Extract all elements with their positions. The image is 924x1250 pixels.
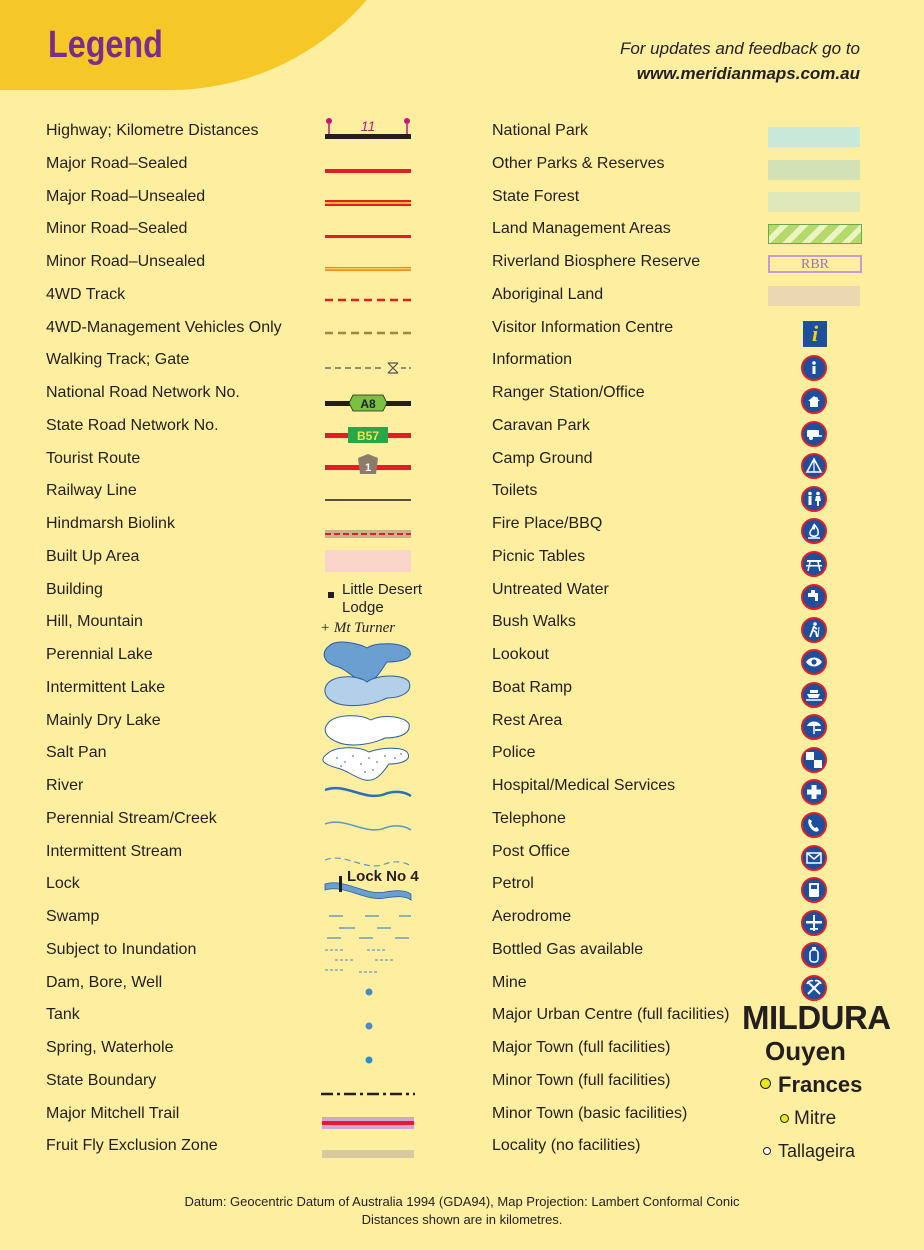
major-road-sealed-symbol xyxy=(325,169,411,173)
left-legend-label: Dam, Bore, Well xyxy=(46,973,163,991)
right-legend-label: Riverland Biosphere Reserve xyxy=(492,253,701,270)
spring-symbol xyxy=(366,1057,373,1064)
building-symbol xyxy=(328,592,334,598)
boat-icon xyxy=(801,682,827,708)
right-legend-label: Aboriginal Land xyxy=(492,285,604,303)
built-up-area-symbol xyxy=(325,550,411,572)
minor-town-full-sample: Frances xyxy=(778,1072,863,1097)
tap-icon xyxy=(801,584,827,610)
left-legend-label: Spring, Waterhole xyxy=(46,1039,174,1056)
right-legend-label: Visitor Information Centre xyxy=(492,318,674,336)
visitor-info-icon xyxy=(803,321,827,347)
dry-lake-symbol xyxy=(325,716,409,745)
other-parks-swatch xyxy=(768,160,860,180)
right-legend-label: State Forest xyxy=(492,187,580,205)
right-legend-label: Post Office xyxy=(492,842,570,860)
right-legend-label: Petrol xyxy=(492,875,534,893)
left-legend-label: Intermittent Stream xyxy=(46,842,183,860)
right-legend-label: Major Urban Centre (full facilities) xyxy=(492,1006,730,1024)
mail-icon xyxy=(801,845,827,871)
hill-label: + Mt Turner xyxy=(320,620,396,636)
state-forest-swatch xyxy=(768,192,860,212)
building-label-2: Lodge xyxy=(342,599,384,616)
right-legend-label: Rest Area xyxy=(492,711,563,729)
gas-bottle-icon xyxy=(801,942,827,968)
information-icon xyxy=(801,355,827,381)
minor-town-full-dot xyxy=(760,1078,771,1089)
aboriginal-land-swatch xyxy=(768,286,860,306)
left-legend-label: Lock xyxy=(46,875,80,893)
left-legend-label: Minor Road–Unsealed xyxy=(46,253,206,270)
picnic-table-icon xyxy=(801,551,827,577)
right-legend-label: Picnic Tables xyxy=(492,547,586,565)
hiker-icon xyxy=(801,617,827,643)
left-legend-label: Major Road–Unsealed xyxy=(46,187,206,205)
right-legend-label: Lookout xyxy=(492,646,549,663)
right-legend-label: Other Parks & Reserves xyxy=(492,154,665,172)
tourist-route-shield-label: 1 xyxy=(364,462,372,474)
major-town-sample: Ouyen xyxy=(765,1036,846,1066)
right-legend-label: Minor Town (basic facilities) xyxy=(492,1104,688,1122)
left-legend-label: Highway; Kilometre Distances xyxy=(46,122,259,139)
right-legend-label: Hospital/Medical Services xyxy=(492,777,676,794)
major-road-unsealed-symbol xyxy=(325,200,411,206)
national-route-shield-label: A8 xyxy=(360,397,376,411)
footer xyxy=(0,1193,924,1229)
right-legend-label: Major Town (full facilities) xyxy=(492,1039,671,1056)
updates-text: For updates and feedback go to xyxy=(619,39,860,58)
left-legend-label: Mainly Dry Lake xyxy=(46,711,161,729)
right-legend-label: Mine xyxy=(492,973,527,991)
plane-icon xyxy=(801,910,827,936)
locality-sample: Tallageira xyxy=(778,1141,856,1161)
right-legend-label: Land Management Areas xyxy=(492,220,671,238)
perennial-stream-symbol xyxy=(325,822,411,830)
datum-note: Datum: Geocentric Datum of Australia 1994 (GDA94), Map Projection: Lambert Conformal Conic xyxy=(184,1194,740,1209)
right-legend-label: Aerodrome xyxy=(492,908,572,925)
left-legend-label: Walking Track; Gate xyxy=(46,351,190,369)
minor-town-basic-sample: Mitre xyxy=(794,1108,837,1129)
right-legend-label: Minor Town (full facilities) xyxy=(492,1071,671,1089)
tent-icon xyxy=(801,453,827,479)
left-legend-label: 4WD Track xyxy=(46,285,126,303)
intermittent-stream-symbol xyxy=(325,858,411,866)
left-legend-label: 4WD-Management Vehicles Only xyxy=(46,318,282,336)
left-legend-label: Tourist Route xyxy=(46,449,141,467)
salt-pan-symbol xyxy=(323,748,409,781)
km-distance-label: 11 xyxy=(360,118,376,134)
national-park-swatch xyxy=(768,127,860,147)
updates-note xyxy=(620,36,860,86)
fuel-icon xyxy=(801,877,827,903)
major-urban-sample: MILDURA xyxy=(742,999,891,1036)
left-legend-label: Tank xyxy=(46,1006,80,1024)
left-legend-label: Railway Line xyxy=(46,482,137,500)
left-legend-label: Perennial Lake xyxy=(46,646,153,663)
swamp-symbol xyxy=(327,916,411,938)
left-legend-label: Major Road–Sealed xyxy=(46,154,188,172)
state-route-shield-label: B57 xyxy=(356,429,380,443)
left-legend-label: Intermittent Lake xyxy=(46,678,166,696)
left-legend-label: Built Up Area xyxy=(46,547,140,565)
eye-icon xyxy=(801,649,827,675)
minor-town-basic-dot xyxy=(780,1114,789,1123)
inundation-symbol xyxy=(325,950,395,972)
left-legend-label: Fruit Fly Exclusion Zone xyxy=(46,1137,218,1155)
tank-symbol xyxy=(366,1023,373,1030)
right-legend-label: Toilets xyxy=(492,482,538,500)
building-label-1: Little Desert xyxy=(342,581,423,598)
legend-title: Legend xyxy=(48,24,163,66)
left-legend-label: Hill, Mountain xyxy=(46,613,143,631)
right-legend-label: Telephone xyxy=(492,809,566,827)
right-legend-label: Caravan Park xyxy=(492,416,590,434)
fire-icon xyxy=(801,518,827,544)
locality-dot xyxy=(763,1147,771,1155)
right-legend-label: Information xyxy=(492,351,573,369)
left-legend-label: River xyxy=(46,777,84,794)
dam-bore-well-symbol xyxy=(366,989,373,996)
telephone-icon xyxy=(801,812,827,838)
left-legend-label: Swamp xyxy=(46,908,100,925)
ranger-station-icon xyxy=(801,388,827,414)
left-legend-label: State Boundary xyxy=(46,1071,157,1089)
minor-road-sealed-symbol xyxy=(325,235,411,238)
rbr-swatch: RBR xyxy=(768,255,862,273)
distance-note: Distances shown are in kilometres. xyxy=(361,1212,563,1227)
medical-cross-icon xyxy=(801,779,827,805)
right-legend-label: National Park xyxy=(492,122,589,139)
walking-track-symbol xyxy=(325,363,411,373)
visitor-info-i: i xyxy=(811,321,819,346)
right-legend-label: Boat Ramp xyxy=(492,678,573,696)
minor-road-unsealed-symbol xyxy=(325,267,411,271)
right-legend-label: Fire Place/BBQ xyxy=(492,515,603,532)
right-legend-label: Bush Walks xyxy=(492,613,576,631)
right-legend-label: Locality (no facilities) xyxy=(492,1137,641,1155)
biolink-symbol xyxy=(325,530,411,538)
caravan-icon xyxy=(801,421,827,447)
left-legend-label: Salt Pan xyxy=(46,744,107,762)
left-legend-label: Building xyxy=(46,580,103,598)
mine-icon xyxy=(801,975,827,1001)
left-legend-label: Major Mitchell Trail xyxy=(46,1104,180,1122)
land-management-swatch xyxy=(768,224,862,244)
left-symbols xyxy=(315,110,425,1170)
left-legend-label: Perennial Stream/Creek xyxy=(46,809,217,827)
right-legend-label: Bottled Gas available xyxy=(492,940,644,958)
right-legend-label: Police xyxy=(492,744,536,762)
mitchell-trail-symbol xyxy=(322,1117,414,1129)
website-link[interactable]: www.meridianmaps.com.au xyxy=(636,64,860,83)
lock-label: Lock No 4 xyxy=(347,868,419,885)
right-legend-label: Untreated Water xyxy=(492,580,609,598)
left-legend-label: Minor Road–Sealed xyxy=(46,220,188,238)
police-icon xyxy=(801,747,827,773)
right-legend-label: Ranger Station/Office xyxy=(492,384,645,401)
fruit-fly-zone-symbol xyxy=(322,1150,414,1158)
right-legend-label: Camp Ground xyxy=(492,449,593,467)
left-legend-label: State Road Network No. xyxy=(46,416,219,434)
rest-area-icon xyxy=(801,714,827,740)
left-legend-label: National Road Network No. xyxy=(46,384,240,401)
river-symbol xyxy=(325,788,411,796)
toilets-icon xyxy=(801,486,827,512)
left-legend-label: Subject to Inundation xyxy=(46,940,197,958)
left-legend-label: Hindmarsh Biolink xyxy=(46,515,175,532)
